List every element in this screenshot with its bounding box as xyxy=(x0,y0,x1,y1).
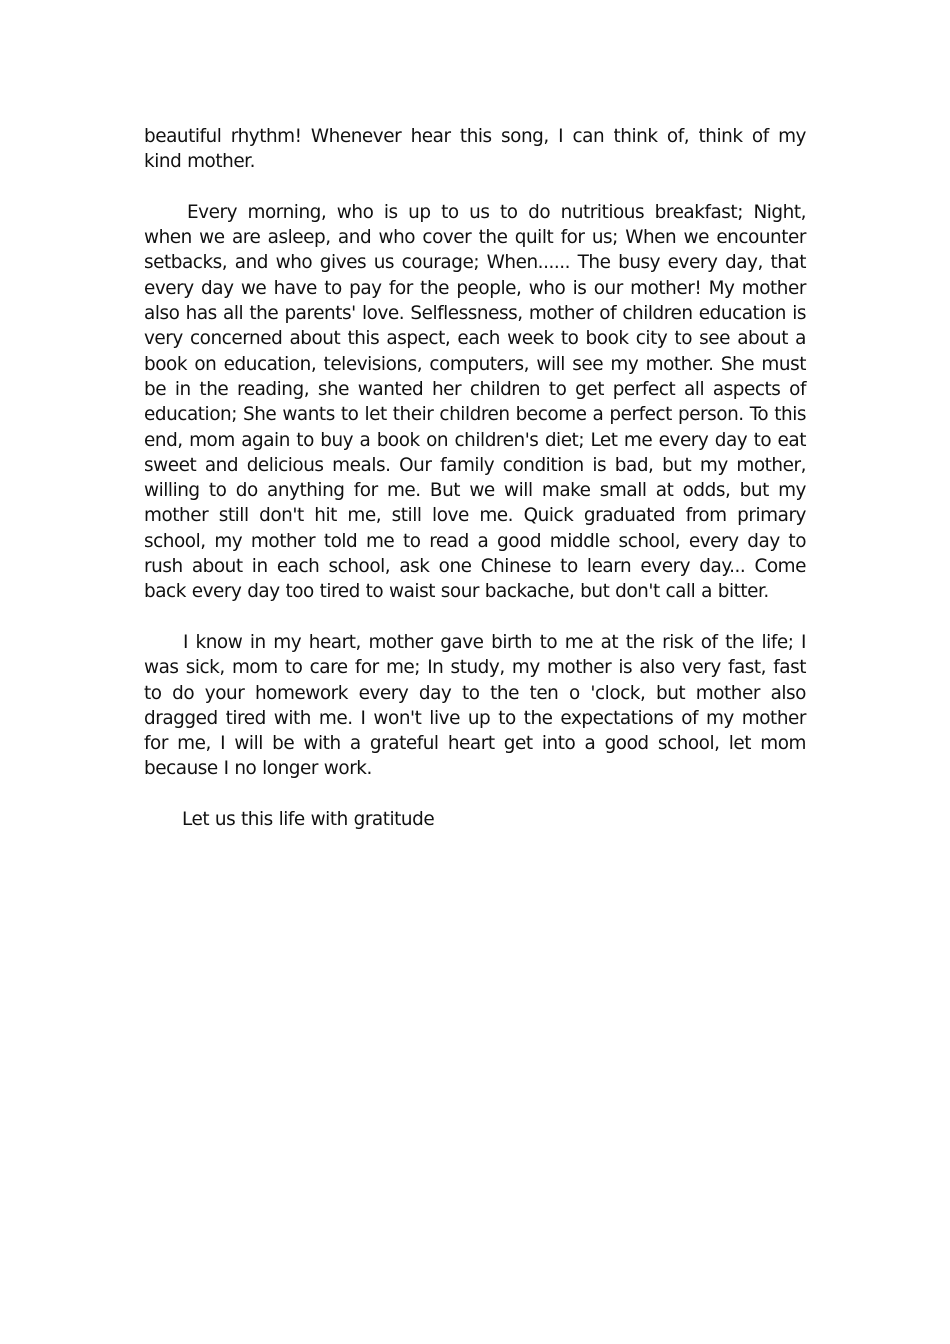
paragraph-3: I know in my heart, mother gave birth to me at the risk of the life; I was sick, mom to care for me; In study, my mother is also very fast, fast to do your homework every day to the ten o 'clock, but mother also dragged tired with me. I won't live up to the expectations of my mother for me, I will be with a grateful heart get into a good school, let mom because I no longer work. xyxy=(144,631,806,780)
essay-body xyxy=(144,124,806,832)
paragraph-1: beautiful rhythm! Whenever hear this song, I can think of, think of my kind mother. xyxy=(144,126,806,173)
paragraph-2: Every morning, who is up to us to do nutritious breakfast; Night, when we are asleep, and who cover the quilt for us; When we encounter setbacks, and who gives us courage; When...... The busy every day, that every day we have to pay for the people, who is our mother! My mother also has all the parents' love. Selflessness, mother of children education is very concerned about this aspect, each week to book city to see about a book on education, televisions, computers, will see my mother. She must be in the reading, she wanted her children to get perfect all aspects of education; She wants to let their children become a perfect person. To this end, mom again to buy a book on children's diet; Let me every day to eat sweet and delicious meals. Our family condition is bad, but my mother, willing to do anything for me. But we will make small at odds, but my mother still don't hit me, still love me. Quick graduated from primary school, my mother told me to read a good middle school, every day to rush about in each school, ask one Chinese to learn every day... Come back every day too tired to waist sour backache, but don't call a bitter. xyxy=(144,201,806,603)
paragraph-4: Let us this life with gratitude xyxy=(182,809,435,831)
